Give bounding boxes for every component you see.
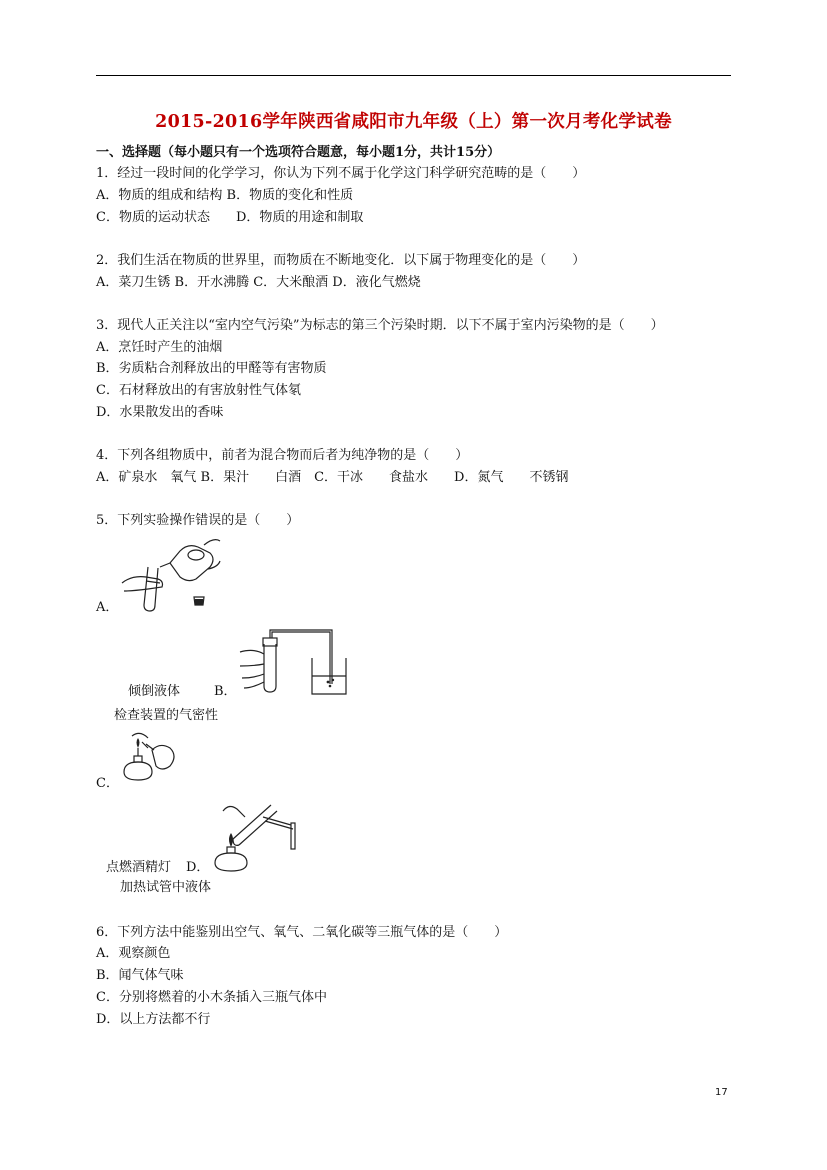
question-3-option-d: D．水果散发出的香味 [96, 405, 224, 420]
question-5-option-d-label: D． [186, 860, 210, 875]
question-5-stem: 5．下列实验操作错误的是（ ） [96, 513, 300, 528]
question-3-option-c: C．石材释放出的有害放射性气体氡 [96, 383, 301, 398]
figure-pouring-liquid [118, 533, 223, 613]
question-3-stem: 3．现代人正关注以“室内空气污染”为标志的第三个污染时期．以下不属于室内污染物的是（ ） [96, 318, 664, 333]
question-3-option-a: A．烹饪时产生的油烟 [96, 340, 223, 355]
question-5-option-a-label: A． [96, 600, 119, 615]
question-1-options-row-2: C．物质的运动状态 D．物质的用途和制取 [96, 210, 364, 225]
page-title: 2015-2016学年陕西省咸阳市九年级（上）第一次月考化学试卷 [155, 112, 672, 132]
question-1-stem: 1．经过一段时间的化学学习，你认为下列不属于化学这门科学研究范畴的是（ ） [96, 166, 586, 181]
section-heading: 一、选择题（每小题只有一个选项符合题意，每小题1分，共计15分） [96, 145, 501, 160]
question-2-options: A．菜刀生锈 B．开水沸腾 C．大米酿酒 D．液化气燃烧 [96, 275, 421, 290]
figure-airtightness-check [234, 622, 354, 700]
question-6-option-d: D．以上方法都不行 [96, 1012, 211, 1027]
question-1-options-row-1: A．物质的组成和结构 B．物质的变化和性质 [96, 188, 354, 203]
header-rule [96, 75, 731, 76]
question-5-option-a-caption: 倾倒液体 [128, 684, 181, 699]
question-5-option-b-label: B． [214, 684, 237, 699]
question-3-option-b: B．劣质粘合剂释放出的甲醛等有害物质 [96, 361, 327, 376]
question-5-option-d-caption: 加热试管中液体 [120, 880, 212, 895]
question-6-option-c: C．分别将燃着的小木条插入三瓶气体中 [96, 990, 327, 1005]
question-5-option-b-caption: 检查装置的气密性 [114, 708, 219, 723]
figure-lighting-alcohol-lamp [118, 728, 184, 790]
figure-heating-liquid [205, 795, 310, 875]
question-2-stem: 2．我们生活在物质的世界里，而物质在不断地变化．以下属于物理变化的是（ ） [96, 253, 586, 268]
question-6-stem: 6．下列方法中能鉴别出空气、氧气、二氧化碳等三瓶气体的是（ ） [96, 925, 508, 940]
page-number: 17 [715, 1087, 728, 1098]
question-6-option-b: B．闻气体气味 [96, 968, 184, 983]
question-5-option-c-caption: 点燃酒精灯 [106, 860, 172, 875]
question-4-options: A．矿泉水 氧气 B．果汁 白酒 C．干冰 食盐水 D．氮气 不锈钢 [96, 470, 569, 485]
question-6-option-a: A．观察颜色 [96, 946, 171, 961]
question-4-stem: 4．下列各组物质中，前者为混合物而后者为纯净物的是（ ） [96, 448, 469, 463]
question-5-option-c-label: C． [96, 776, 119, 791]
